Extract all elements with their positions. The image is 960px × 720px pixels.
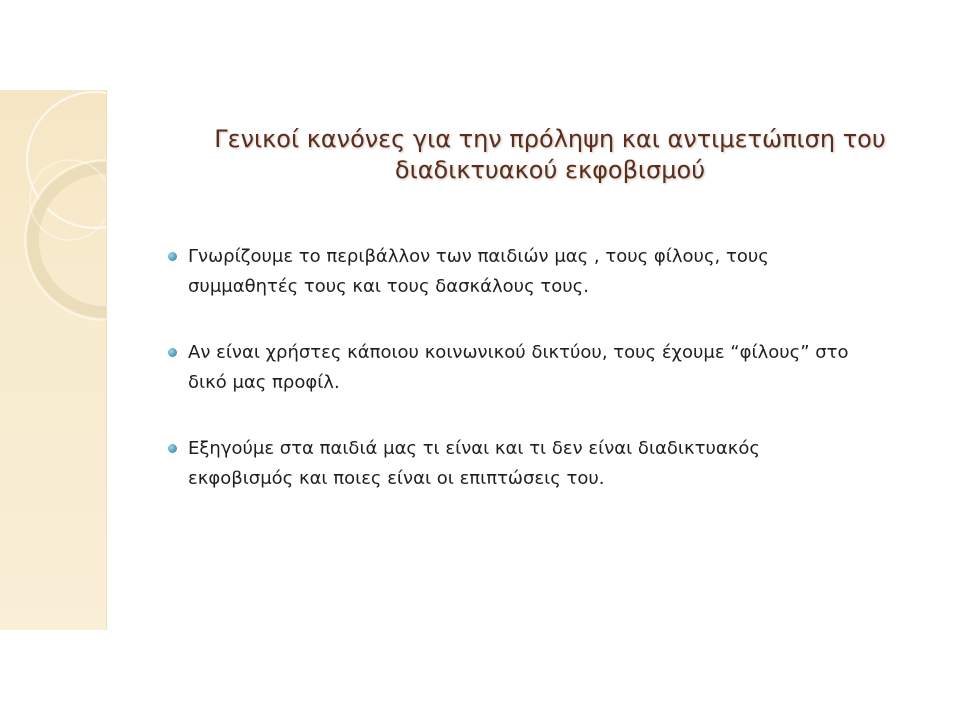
slide-title-line-1: Γενικοί κανόνες για την πρόληψη και αντιμετώπιση του <box>214 125 886 153</box>
bullet-text-line-1: Αν είναι χρήστες κάποιου κοινωνικού δικτύου, τους έχουμε “φίλους” στο <box>188 342 849 363</box>
bullet-text-line-1: Γνωρίζουμε το περιβάλλον των παιδιών μας , τους φίλους, τους <box>188 246 769 267</box>
slide-title <box>170 124 930 186</box>
bullet-item <box>166 434 936 494</box>
bullet-item <box>166 242 936 302</box>
bullet-list <box>166 242 936 530</box>
bullet-text-line-2: δικό μας προφίλ. <box>188 372 340 393</box>
decorative-side-band <box>0 90 107 630</box>
slide-title-line-2: διαδικτυακού εκφοβισμού <box>394 156 706 184</box>
decorative-rings-icon <box>0 90 106 630</box>
bullet-text-line-2: συμμαθητές τους και τους δασκάλους τους. <box>188 276 589 297</box>
bullet-dot-icon <box>168 444 177 453</box>
bullet-item <box>166 338 936 398</box>
bullet-dot-icon <box>168 348 177 357</box>
bullet-text-line-1: Εξηγούμε στα παιδιά μας τι είναι και τι δεν είναι διαδικτυακός <box>188 438 760 459</box>
bullet-text-line-2: εκφοβισμός και ποιες είναι οι επιπτώσεις του. <box>188 468 605 489</box>
bullet-dot-icon <box>168 252 177 261</box>
